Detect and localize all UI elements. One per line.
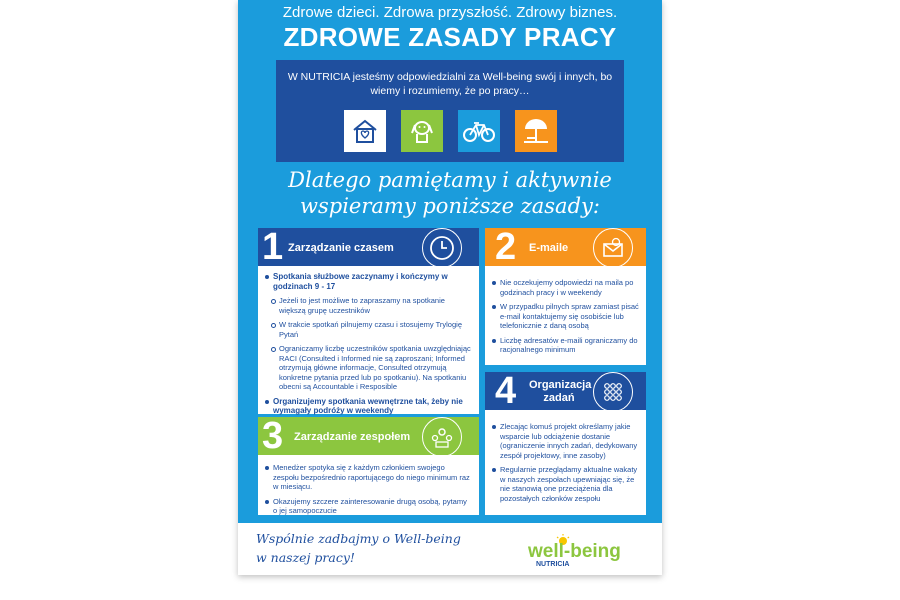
footer: [238, 523, 662, 575]
email-icon: [593, 228, 633, 268]
section-emails: [485, 228, 646, 365]
list-item: Liczbę adresatów e-maili ograniczamy do racjonalnego minimum: [491, 336, 641, 355]
list-item: Regularnie przeglądamy aktualne wakaty w naszych zespołach upewniając się, że nie stanowią one przeciążenia dla pozostałych członków zespołu: [491, 465, 641, 503]
section-number: 3: [262, 415, 284, 457]
footer-slogan-line2: w naszej pracy!: [256, 550, 355, 565]
beach-umbrella-icon: [515, 110, 557, 152]
section-number: 2: [495, 226, 517, 268]
list-item: Jeżeli to jest możliwe to zapraszamy na spotkanie większą grupę uczestników: [270, 296, 472, 315]
footer-slogan: [256, 529, 461, 567]
poster: [238, 0, 662, 575]
section-title: Zarządzanie zespołem: [294, 431, 411, 443]
section-title: Zarządzanie czasem: [288, 242, 394, 254]
list-item: Menedżer spotyka się z każdym członkiem swojego zespołu bezpośrednio raportującego do niego minimum raz w miesiącu.: [264, 463, 472, 492]
list-item: Nie oczekujemy odpowiedzi na maila po godzinach pracy i w weekendy: [491, 278, 641, 297]
section-header: [258, 228, 479, 266]
clock-icon: [422, 228, 462, 268]
section-header: [485, 372, 646, 410]
section-task-organization: [485, 372, 646, 515]
section-header: [258, 417, 479, 455]
section-title: Organizacja zadań: [529, 379, 592, 404]
tagline: Zdrowe dzieci. Zdrowa przyszłość. Zdrowy biznes.: [282, 4, 618, 21]
logo-brand: NUTRICIA: [536, 561, 570, 568]
task-dots-icon: [593, 372, 633, 412]
well-being-logo: [528, 533, 628, 569]
section-body: [491, 278, 641, 360]
list-item: W przypadku pilnych spraw zamiast pisać e-mail kontaktujemy się osobiście lub telefonicznie z daną osobą: [491, 302, 641, 331]
section-body: [264, 463, 472, 521]
list-item: Zlecając komuś projekt określamy jakie wsparcie lub odciążenie dostanie (ograniczenie innych zadań, dedykowany zespół projektowy, inne zasoby): [491, 422, 641, 460]
list-item: Okazujemy szczere zainteresowanie drugą osobą, pytamy o jej samopoczucie: [264, 497, 472, 516]
section-team-management: [258, 417, 479, 515]
logo-word: well-being: [528, 541, 621, 562]
page-title: ZDROWE ZASADY PRACY: [283, 22, 617, 52]
list-item: Organizujemy spotkania wewnętrzne tak, żeby nie wymagały podróży w weekendy: [264, 397, 472, 416]
footer-slogan-line1: Wspólnie zadbajmy o Well-being: [256, 531, 461, 546]
team-icon: [422, 417, 462, 457]
intro-text: W NUTRICIA jesteśmy odpowiedzialni za Well-being swój i innych, bo wiemy i rozumiemy, że po pracy…: [287, 71, 613, 97]
section-title: E-maile: [529, 242, 569, 254]
script-heading-line2: wspieramy poniższe zasady:: [300, 194, 600, 218]
section-header: [485, 228, 646, 266]
list-item: Ograniczamy liczbę uczestników spotkania uwzględniając RACI (Consulted i Informed nie są zaproszani; Informed otrzymują główne informacje, Consulted otrzymują konkretne pytania przed lub po spotkaniu). Na spotkaniu obecni są Accountable i Resposible: [270, 344, 472, 392]
intro-box: [276, 60, 624, 162]
bicycle-icon: [458, 110, 500, 152]
list-item: W trakcie spotkań pilnujemy czasu i stosujemy Trylogię Pytań: [270, 320, 472, 339]
section-body: [491, 422, 641, 508]
section-body: [264, 272, 472, 435]
list-item: Spotkania służbowe zaczynamy i kończymy w godzinach 9 - 17: [264, 272, 472, 291]
script-heading-line1: Dlatego pamiętamy i aktywnie: [288, 168, 612, 192]
section-number: 1: [262, 226, 284, 268]
section-number: 4: [495, 370, 517, 412]
dog-icon: [401, 110, 443, 152]
home-heart-icon: [344, 110, 386, 152]
section-time-management: [258, 228, 479, 414]
